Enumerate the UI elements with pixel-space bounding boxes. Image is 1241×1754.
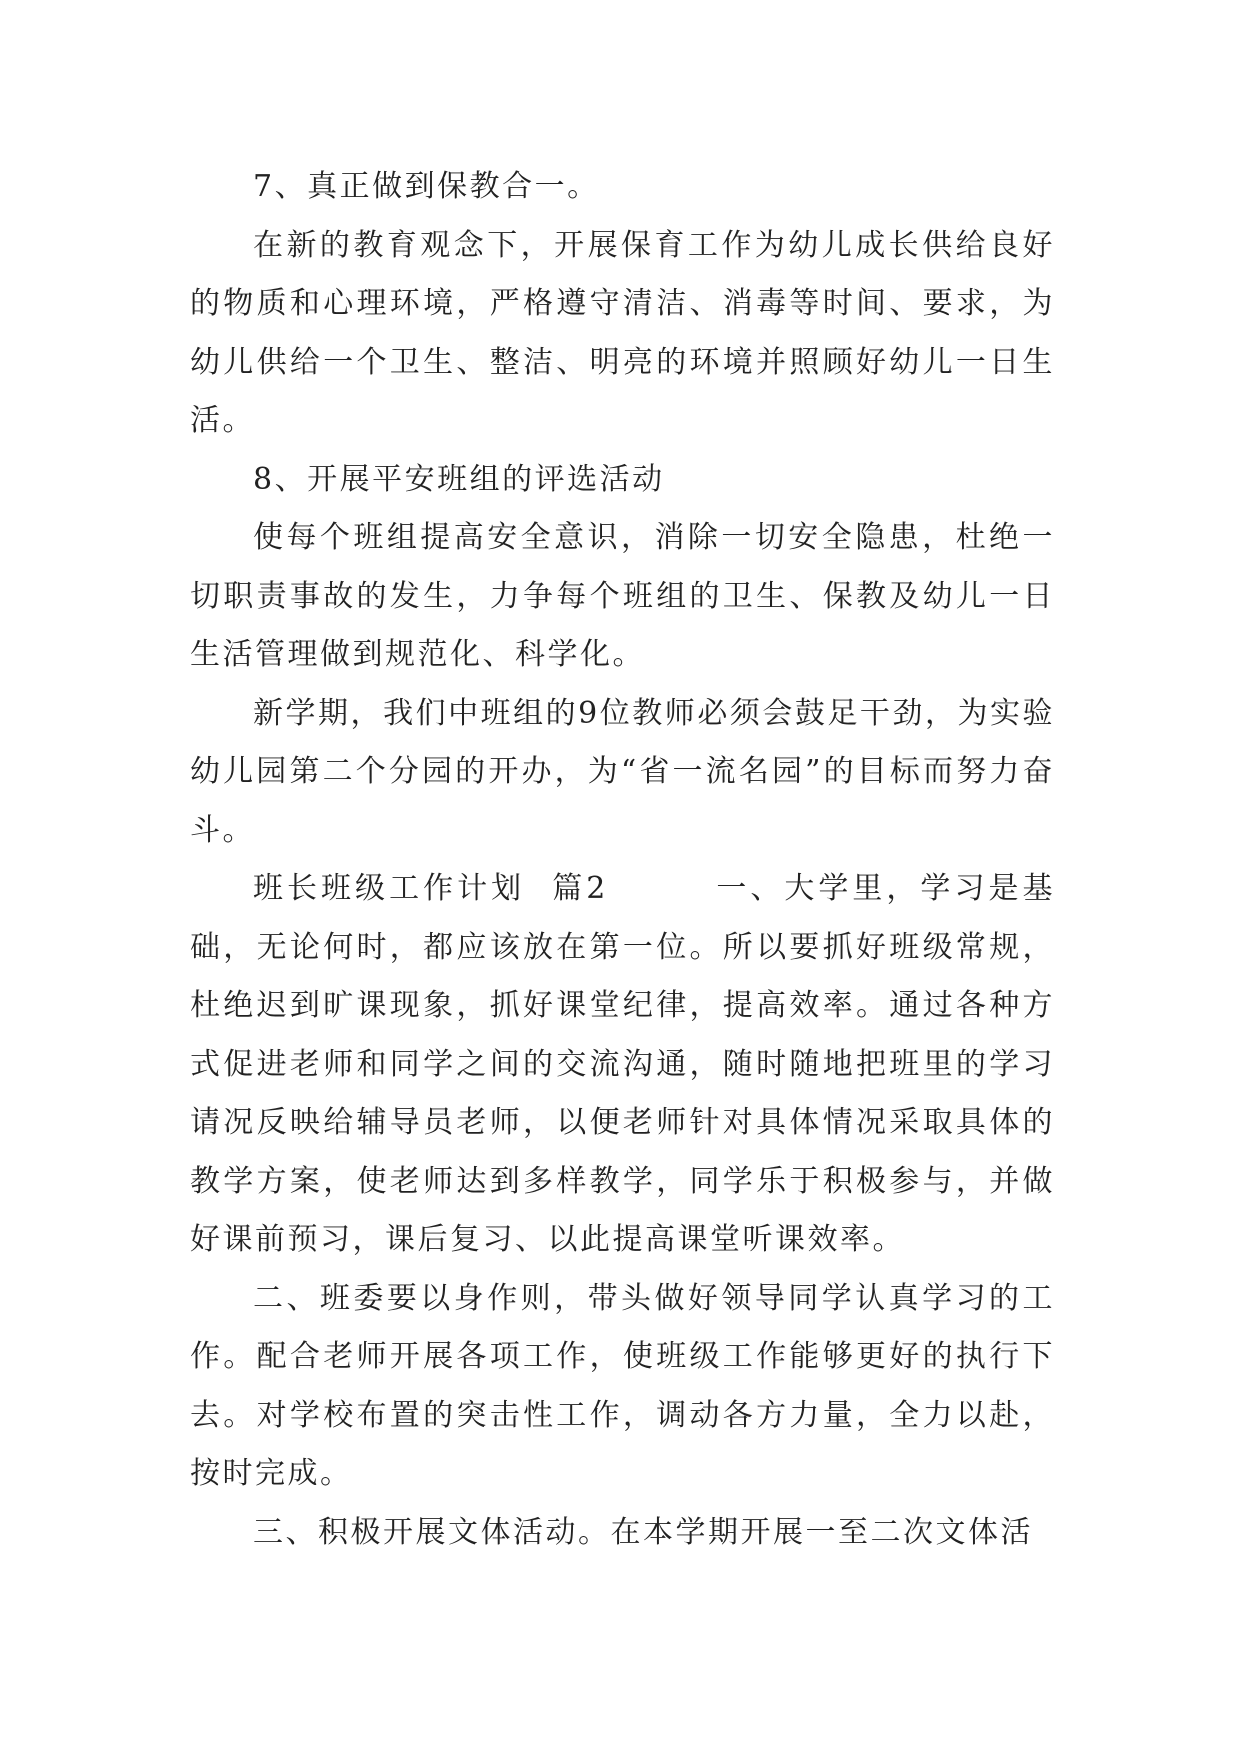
paragraph-safety-awareness: 使每个班组提高安全意识，消除一切安全隐患，杜绝一切职责事故的发生，力争每个班组的卫生、保教及幼儿一日生活管理做到规范化、科学化。 [190, 520, 1055, 672]
paragraph-hygiene-environment: 在新的教育观念下，开展保育工作为幼儿成长供给良好的物质和心理环境，严格遵守清洁、消毒等时间、要求，为幼儿供给一个卫生、整洁、明亮的环境并照顾好幼儿一日生活。 [190, 227, 1055, 438]
paragraph-item-8-heading: 8、开展平安班组的评选活动 [253, 461, 665, 497]
paragraph-plan-2-study: 班长班级工作计划 篇2 一、大学里，学习是基础，无论何时，都应该放在第一位。所以要抓好班级常规，杜绝迟到旷课现象，抓好课堂纪律，提高效率。通过各种方式促进老师和同学之间的交流沟通，随时随地把班里的学习请况反映给辅导员老师，以便老师针对具体情况采取具体的教学方案，使老师达到多样教学，同学乐于积极参与，并做好课前预习，课后复习、以此提高课堂听课效率。 [190, 871, 1055, 1257]
document-body [190, 158, 1055, 1562]
paragraph-item-7-heading: 7、真正做到保教合一。 [253, 169, 600, 204]
paragraph-committee-example: 二、班委要以身作则，带头做好领导同学认真学习的工作。配合老师开展各项工作，使班级工作能够更好的执行下去。对学校布置的突击性工作，调动各方力量，全力以赴，按时完成。 [190, 1280, 1055, 1491]
paragraph-new-semester: 新学期，我们中班组的9位教师必须会鼓足干劲，为实验幼儿园第二个分园的开办，为“省一流名园”的目标而努力奋斗。 [190, 695, 1055, 848]
paragraph-cultural-activities: 三、积极开展文体活动。在本学期开展一至二次文体活 [253, 1514, 1033, 1550]
